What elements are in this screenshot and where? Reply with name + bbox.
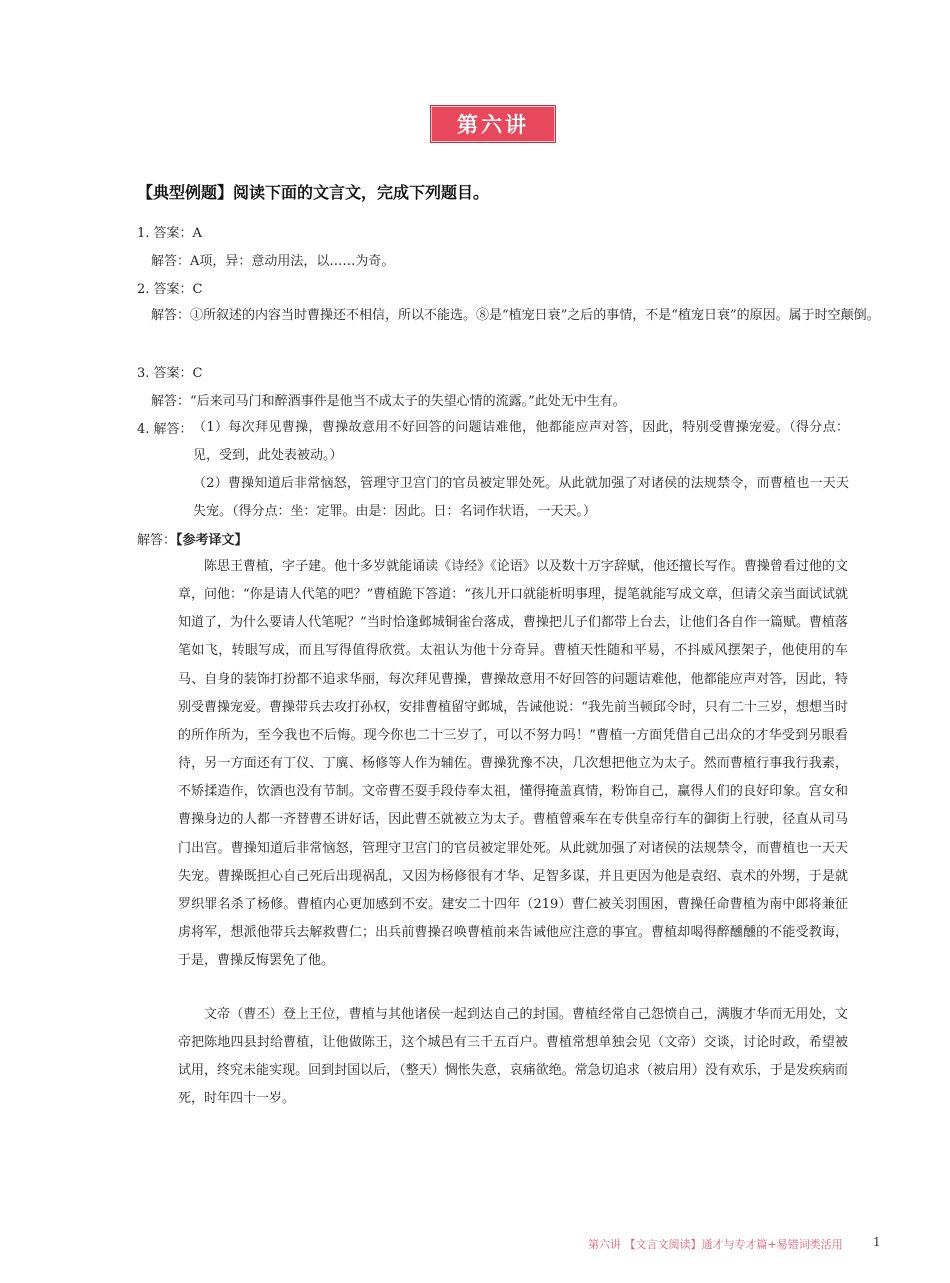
- footer-title: 第六讲 【文言文阅读】通才与专才篇+易错词类活用: [588, 1238, 843, 1251]
- reference-label-prefix: 解答：: [137, 533, 177, 548]
- q3-explanation: 解答：“后来司马门和醉酒事件是他当不成太子的失望心情的流露。”此处无中生有。: [151, 394, 626, 409]
- q2-explanation: 解答：①所叙述的内容当时曹操还不相信，所以不能选。⑧是“植宠日衰”之后的事情，不是“植宠日衰”的原因。属于时空颠倒。: [151, 308, 880, 323]
- reference-label: [137, 531, 248, 551]
- lecture-title-badge: 第六讲: [430, 105, 556, 143]
- q4-label: 4. 解答：: [137, 422, 193, 437]
- q3-answer: 3. 答案：C: [137, 366, 203, 381]
- q4-part1: （1）每次拜见曹操，曹操故意用不好回答的问题诘难他，他都能应声对答，因此，特别受曹操宠爱。（得分点：见，受到，此处表被动。）: [193, 420, 849, 463]
- q2-answer: 2. 答案：C: [137, 282, 203, 297]
- translation-paragraph-2: 文帝（曹丕）登上王位，曹植与其他诸侯一起到达自己的封国。曹植经常自己怨愤自己，满腹才华而无用处，文帝把陈地四县封给曹植，让他做陈王，这个城邑有三千五百户。曹植常想单独会见（文帝）交谈，讨论时政，希望被试用，终究未能实现。回到封国以后，（整天）惆怅失意，哀痛欲绝。常急切追求（被启用）没有欢乐，于是发疾病而死，时年四十一岁。: [178, 1007, 848, 1107]
- q1-answer: 1. 答案：A: [137, 226, 202, 241]
- q4-part2: （2）曹操知道后非常恼怒，管理守卫宫门的官员被定罪处死。从此就加强了对诸侯的法规禁令，而曹植也一天天失宠。（得分点：坐：定罪。由是：因此。日：名词作状语，一天天。）: [193, 476, 849, 519]
- section-heading: 【典型例题】阅读下面的文言文，完成下列题目。: [137, 183, 490, 202]
- page-number: 1: [873, 1235, 881, 1249]
- q1-explanation: 解答：A项，异：意动用法，以……为奇。: [151, 254, 395, 269]
- reference-label-title: 【参考译文】: [176, 533, 248, 548]
- translation-paragraph-1: 陈思王曹植，字子建。他十多岁就能诵读《诗经》《论语》以及数十万字辞赋，他还擅长写作。曹操曾看过他的文章，问他：“你是请人代笔的吧？”曹植跪下答道：“孩儿开口就能析明事理，提笔就能写成文章，但请父亲当面试试就知道了，为什么要请人代笔呢？”当时恰逢邺城铜雀台落成，曹操把儿子们都带上台去，让他们各自作一篇赋。曹植落笔如飞，转眼写成，而且写得值得欣赏。太祖认为他十分奇异。曹植天性随和平易，不抖威风摆架子，他使用的车马、自身的装饰打扮都不追求华丽，每次拜见曹操，曹操故意用不好回答的问题诘难他，他都能应声对答，因此，特别受曹操宠爱。曹操带兵去攻打孙权，安排曹植留守邺城，告诫他说：“我先前当顿邱令时，只有二十三岁，想想当时的所作所为，至今我也不后悔。现今你也二十三岁了，可以不努力吗！”曹植一方面凭借自己出众的才华受到另眼看待，另一方面还有丁仪、丁廙、杨修等人作为辅佐。曹操犹豫不决，几次想把他立为太子。然而曹植行事我行我素，不矫揉造作，饮酒也没有节制。文帝曹丕耍手段侍奉太祖，懂得掩盖真情，粉饰自己，赢得人们的良好印象。宫女和曹操身边的人都一齐替曹丕讲好话，因此曹丕就被立为太子。曹植曾乘车在专供皇帝行车的御街上行驶，径直从司马门出宫。曹操知道后非常恼怒，管理守卫宫门的官员被定罪处死。从此就加强了对诸侯的法规禁令，而曹植也一天天失宠。曹操既担心自己死后出现祸乱，又因为杨修很有才华、足智多谋，并且更因为他是袁绍、袁术的外甥，于是就罗织罪名杀了杨修。曹植内心更加感到不安。建安二十四年（219）曹仁被关羽围困，曹操任命曹植为南中郎将兼征虏将军，想派他带兵去解救曹仁；出兵前曹操召唤曹植前来告诫他应注意的事宜。曹植却喝得醉醺醺的不能受教诲，于是，曹操反悔罢免了他。: [178, 559, 848, 969]
